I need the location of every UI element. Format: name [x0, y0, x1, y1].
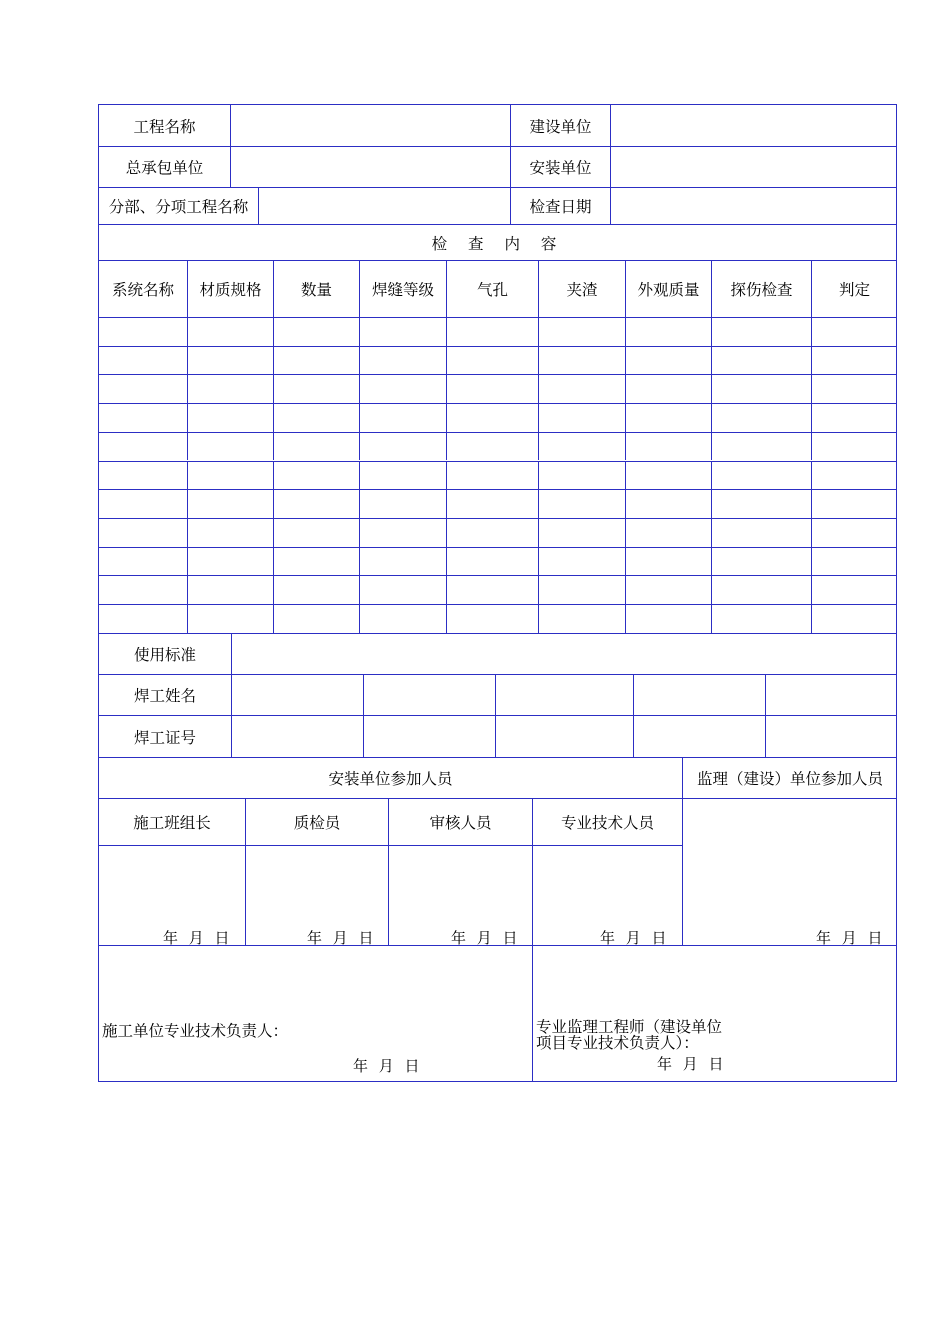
inspection-cell-weld-grade[interactable]: [359, 575, 446, 604]
welder-cert-cell[interactable]: [495, 715, 633, 757]
inspection-cell-judgement[interactable]: [811, 346, 897, 375]
supervisor-date: 年 月 日: [816, 929, 883, 947]
inspection-cell-weld-grade[interactable]: [359, 518, 446, 547]
inspection-cell-appearance-quality[interactable]: [625, 575, 711, 604]
inspection-cell-system-name[interactable]: [98, 374, 187, 403]
inspection-cell-appearance-quality[interactable]: [625, 547, 711, 576]
inspection-cell-porosity[interactable]: [446, 547, 538, 576]
inspection-cell-quantity[interactable]: [273, 317, 359, 346]
inspection-cell-quantity[interactable]: [273, 575, 359, 604]
installer-field[interactable]: [610, 146, 897, 187]
welder-cert-label: 焊工证号: [98, 715, 231, 757]
col-header-porosity: 气孔: [446, 260, 538, 317]
inspection-cell-system-name[interactable]: [98, 317, 187, 346]
inspection-cell-appearance-quality[interactable]: [625, 489, 711, 518]
inspection-cell-system-name[interactable]: [98, 432, 187, 461]
welder-name-cell[interactable]: [363, 674, 495, 715]
inspection-cell-weld-grade[interactable]: [359, 403, 446, 432]
inspection-cell-quantity[interactable]: [273, 547, 359, 576]
col-header-system-name: 系统名称: [98, 260, 187, 317]
inspection-cell-system-name[interactable]: [98, 518, 187, 547]
welder-cert-cell[interactable]: [765, 715, 897, 757]
welder-cert-cell[interactable]: [231, 715, 363, 757]
technician-date: 年 月 日: [600, 929, 667, 947]
inspection-cell-judgement[interactable]: [811, 461, 897, 490]
inspection-cell-quantity[interactable]: [273, 403, 359, 432]
inspection-cell-judgement[interactable]: [811, 489, 897, 518]
inspection-cell-appearance-quality[interactable]: [625, 317, 711, 346]
inspection-cell-weld-grade[interactable]: [359, 547, 446, 576]
project-name-field[interactable]: [230, 104, 510, 146]
inspection-cell-system-name[interactable]: [98, 547, 187, 576]
welder-name-cell[interactable]: [495, 674, 633, 715]
inspection-cell-material-spec[interactable]: [187, 403, 273, 432]
inspection-cell-porosity[interactable]: [446, 461, 538, 490]
inspection-cell-judgement[interactable]: [811, 317, 897, 346]
inspection-cell-flaw-detection[interactable]: [711, 461, 811, 490]
inspection-cell-system-name[interactable]: [98, 604, 187, 633]
inspection-cell-flaw-detection[interactable]: [711, 374, 811, 403]
inspection-cell-system-name[interactable]: [98, 461, 187, 490]
general-contractor-label: 总承包单位: [98, 146, 230, 187]
inspection-cell-porosity[interactable]: [446, 518, 538, 547]
col-header-quantity: 数量: [273, 260, 359, 317]
welder-name-cell[interactable]: [765, 674, 897, 715]
welder-name-cell[interactable]: [633, 674, 765, 715]
inspection-cell-weld-grade[interactable]: [359, 346, 446, 375]
inspection-cell-slag-inclusion[interactable]: [538, 547, 625, 576]
team-leader-date: 年 月 日: [163, 929, 230, 947]
welder-cert-cell[interactable]: [363, 715, 495, 757]
standard-field[interactable]: [231, 633, 897, 674]
inspection-cell-porosity[interactable]: [446, 489, 538, 518]
inspection-cell-flaw-detection[interactable]: [711, 489, 811, 518]
col-header-slag-inclusion: 夹渣: [538, 260, 625, 317]
check-date-field[interactable]: [610, 187, 897, 224]
welder-name-label: 焊工姓名: [98, 674, 231, 715]
inspection-cell-slag-inclusion[interactable]: [538, 604, 625, 633]
inspection-cell-flaw-detection[interactable]: [711, 547, 811, 576]
installer-label: 安装单位: [510, 146, 610, 187]
inspection-cell-porosity[interactable]: [446, 604, 538, 633]
inspection-cell-quantity[interactable]: [273, 518, 359, 547]
inspection-cell-slag-inclusion[interactable]: [538, 489, 625, 518]
builder-field[interactable]: [610, 104, 897, 146]
inspection-cell-judgement[interactable]: [811, 604, 897, 633]
inspection-cell-material-spec[interactable]: [187, 604, 273, 633]
inspection-cell-slag-inclusion[interactable]: [538, 403, 625, 432]
inspection-cell-system-name[interactable]: [98, 489, 187, 518]
inspection-cell-material-spec[interactable]: [187, 432, 273, 461]
role-quality-inspector: 质检员: [245, 798, 388, 845]
inspection-title: 检 查 内 容: [98, 224, 897, 260]
inspection-cell-weld-grade[interactable]: [359, 317, 446, 346]
reviewer-date: 年 月 日: [451, 929, 518, 947]
inspection-cell-appearance-quality[interactable]: [625, 346, 711, 375]
standard-label: 使用标准: [98, 633, 231, 674]
inspection-cell-flaw-detection[interactable]: [711, 346, 811, 375]
inspection-cell-slag-inclusion[interactable]: [538, 317, 625, 346]
inspection-cell-material-spec[interactable]: [187, 317, 273, 346]
inspection-cell-quantity[interactable]: [273, 604, 359, 633]
general-contractor-field[interactable]: [230, 146, 510, 187]
col-header-flaw-detection: 探伤检查: [711, 260, 811, 317]
inspection-cell-quantity[interactable]: [273, 489, 359, 518]
inspection-cell-porosity[interactable]: [446, 432, 538, 461]
inspection-cell-slag-inclusion[interactable]: [538, 518, 625, 547]
inspection-cell-judgement[interactable]: [811, 374, 897, 403]
inspection-cell-porosity[interactable]: [446, 403, 538, 432]
inspection-cell-flaw-detection[interactable]: [711, 518, 811, 547]
inspection-cell-quantity[interactable]: [273, 432, 359, 461]
inspection-cell-flaw-detection[interactable]: [711, 604, 811, 633]
inspection-cell-porosity[interactable]: [446, 317, 538, 346]
inspection-cell-flaw-detection[interactable]: [711, 432, 811, 461]
inspection-cell-weld-grade[interactable]: [359, 489, 446, 518]
inspection-cell-material-spec[interactable]: [187, 575, 273, 604]
supervisor-sign-box[interactable]: [682, 798, 897, 945]
inspection-cell-porosity[interactable]: [446, 575, 538, 604]
supervising-engineer-date: 年 月 日: [657, 1055, 724, 1073]
role-reviewer: 审核人员: [388, 798, 532, 845]
supervising-engineer-label-line2: 项目专业技术负责人）：: [536, 1034, 699, 1052]
inspection-cell-slag-inclusion[interactable]: [538, 461, 625, 490]
inspection-cell-material-spec[interactable]: [187, 547, 273, 576]
inspection-cell-porosity[interactable]: [446, 346, 538, 375]
inspection-cell-system-name[interactable]: [98, 575, 187, 604]
col-header-material-spec: 材质规格: [187, 260, 273, 317]
inspection-cell-slag-inclusion[interactable]: [538, 432, 625, 461]
inspection-cell-material-spec[interactable]: [187, 374, 273, 403]
inspection-cell-system-name[interactable]: [98, 403, 187, 432]
inspection-cell-appearance-quality[interactable]: [625, 518, 711, 547]
inspection-cell-weld-grade[interactable]: [359, 461, 446, 490]
inspection-cell-quantity[interactable]: [273, 346, 359, 375]
inspection-cell-porosity[interactable]: [446, 374, 538, 403]
inspection-cell-system-name[interactable]: [98, 346, 187, 375]
inspection-cell-flaw-detection[interactable]: [711, 403, 811, 432]
supervising-engineer-label-line1: 专业监理工程师（建设单位: [536, 1018, 723, 1036]
inspection-cell-material-spec[interactable]: [187, 489, 273, 518]
col-header-appearance-quality: 外观质量: [625, 260, 711, 317]
welder-name-cell[interactable]: [231, 674, 363, 715]
installer-participants-title: 安装单位参加人员: [98, 757, 682, 798]
role-technician: 专业技术人员: [532, 798, 682, 845]
contractor-tech-lead-box[interactable]: [98, 945, 532, 1082]
inspection-cell-flaw-detection[interactable]: [711, 575, 811, 604]
inspection-cell-quantity[interactable]: [273, 461, 359, 490]
inspection-cell-appearance-quality[interactable]: [625, 403, 711, 432]
inspection-cell-judgement[interactable]: [811, 547, 897, 576]
inspection-cell-material-spec[interactable]: [187, 461, 273, 490]
inspection-cell-slag-inclusion[interactable]: [538, 374, 625, 403]
inspection-cell-material-spec[interactable]: [187, 518, 273, 547]
inspection-cell-appearance-quality[interactable]: [625, 432, 711, 461]
builder-label: 建设单位: [510, 104, 610, 146]
inspection-cell-weld-grade[interactable]: [359, 374, 446, 403]
subproject-label: 分部、分项工程名称: [98, 187, 258, 224]
contractor-tech-lead-date: 年 月 日: [353, 1057, 420, 1075]
subproject-field[interactable]: [258, 187, 510, 224]
inspection-cell-weld-grade[interactable]: [359, 432, 446, 461]
inspection-cell-quantity[interactable]: [273, 374, 359, 403]
welder-cert-cell[interactable]: [633, 715, 765, 757]
inspection-cell-slag-inclusion[interactable]: [538, 346, 625, 375]
supervisor-participants-title: 监理（建设）单位参加人员: [682, 757, 897, 798]
inspection-cell-appearance-quality[interactable]: [625, 461, 711, 490]
inspection-cell-slag-inclusion[interactable]: [538, 575, 625, 604]
quality-inspector-date: 年 月 日: [307, 929, 374, 947]
inspection-cell-judgement[interactable]: [811, 432, 897, 461]
inspection-cell-appearance-quality[interactable]: [625, 374, 711, 403]
inspection-cell-appearance-quality[interactable]: [625, 604, 711, 633]
inspection-cell-judgement[interactable]: [811, 518, 897, 547]
role-team-leader: 施工班组长: [98, 798, 245, 845]
inspection-cell-weld-grade[interactable]: [359, 604, 446, 633]
col-header-weld-grade: 焊缝等级: [359, 260, 446, 317]
inspection-cell-flaw-detection[interactable]: [711, 317, 811, 346]
contractor-tech-lead-label: 施工单位专业技术负责人：: [102, 1022, 289, 1040]
col-header-judgement: 判定: [811, 260, 897, 317]
check-date-label: 检查日期: [510, 187, 610, 224]
project-name-label: 工程名称: [98, 104, 230, 146]
inspection-cell-judgement[interactable]: [811, 575, 897, 604]
inspection-cell-judgement[interactable]: [811, 403, 897, 432]
inspection-cell-material-spec[interactable]: [187, 346, 273, 375]
